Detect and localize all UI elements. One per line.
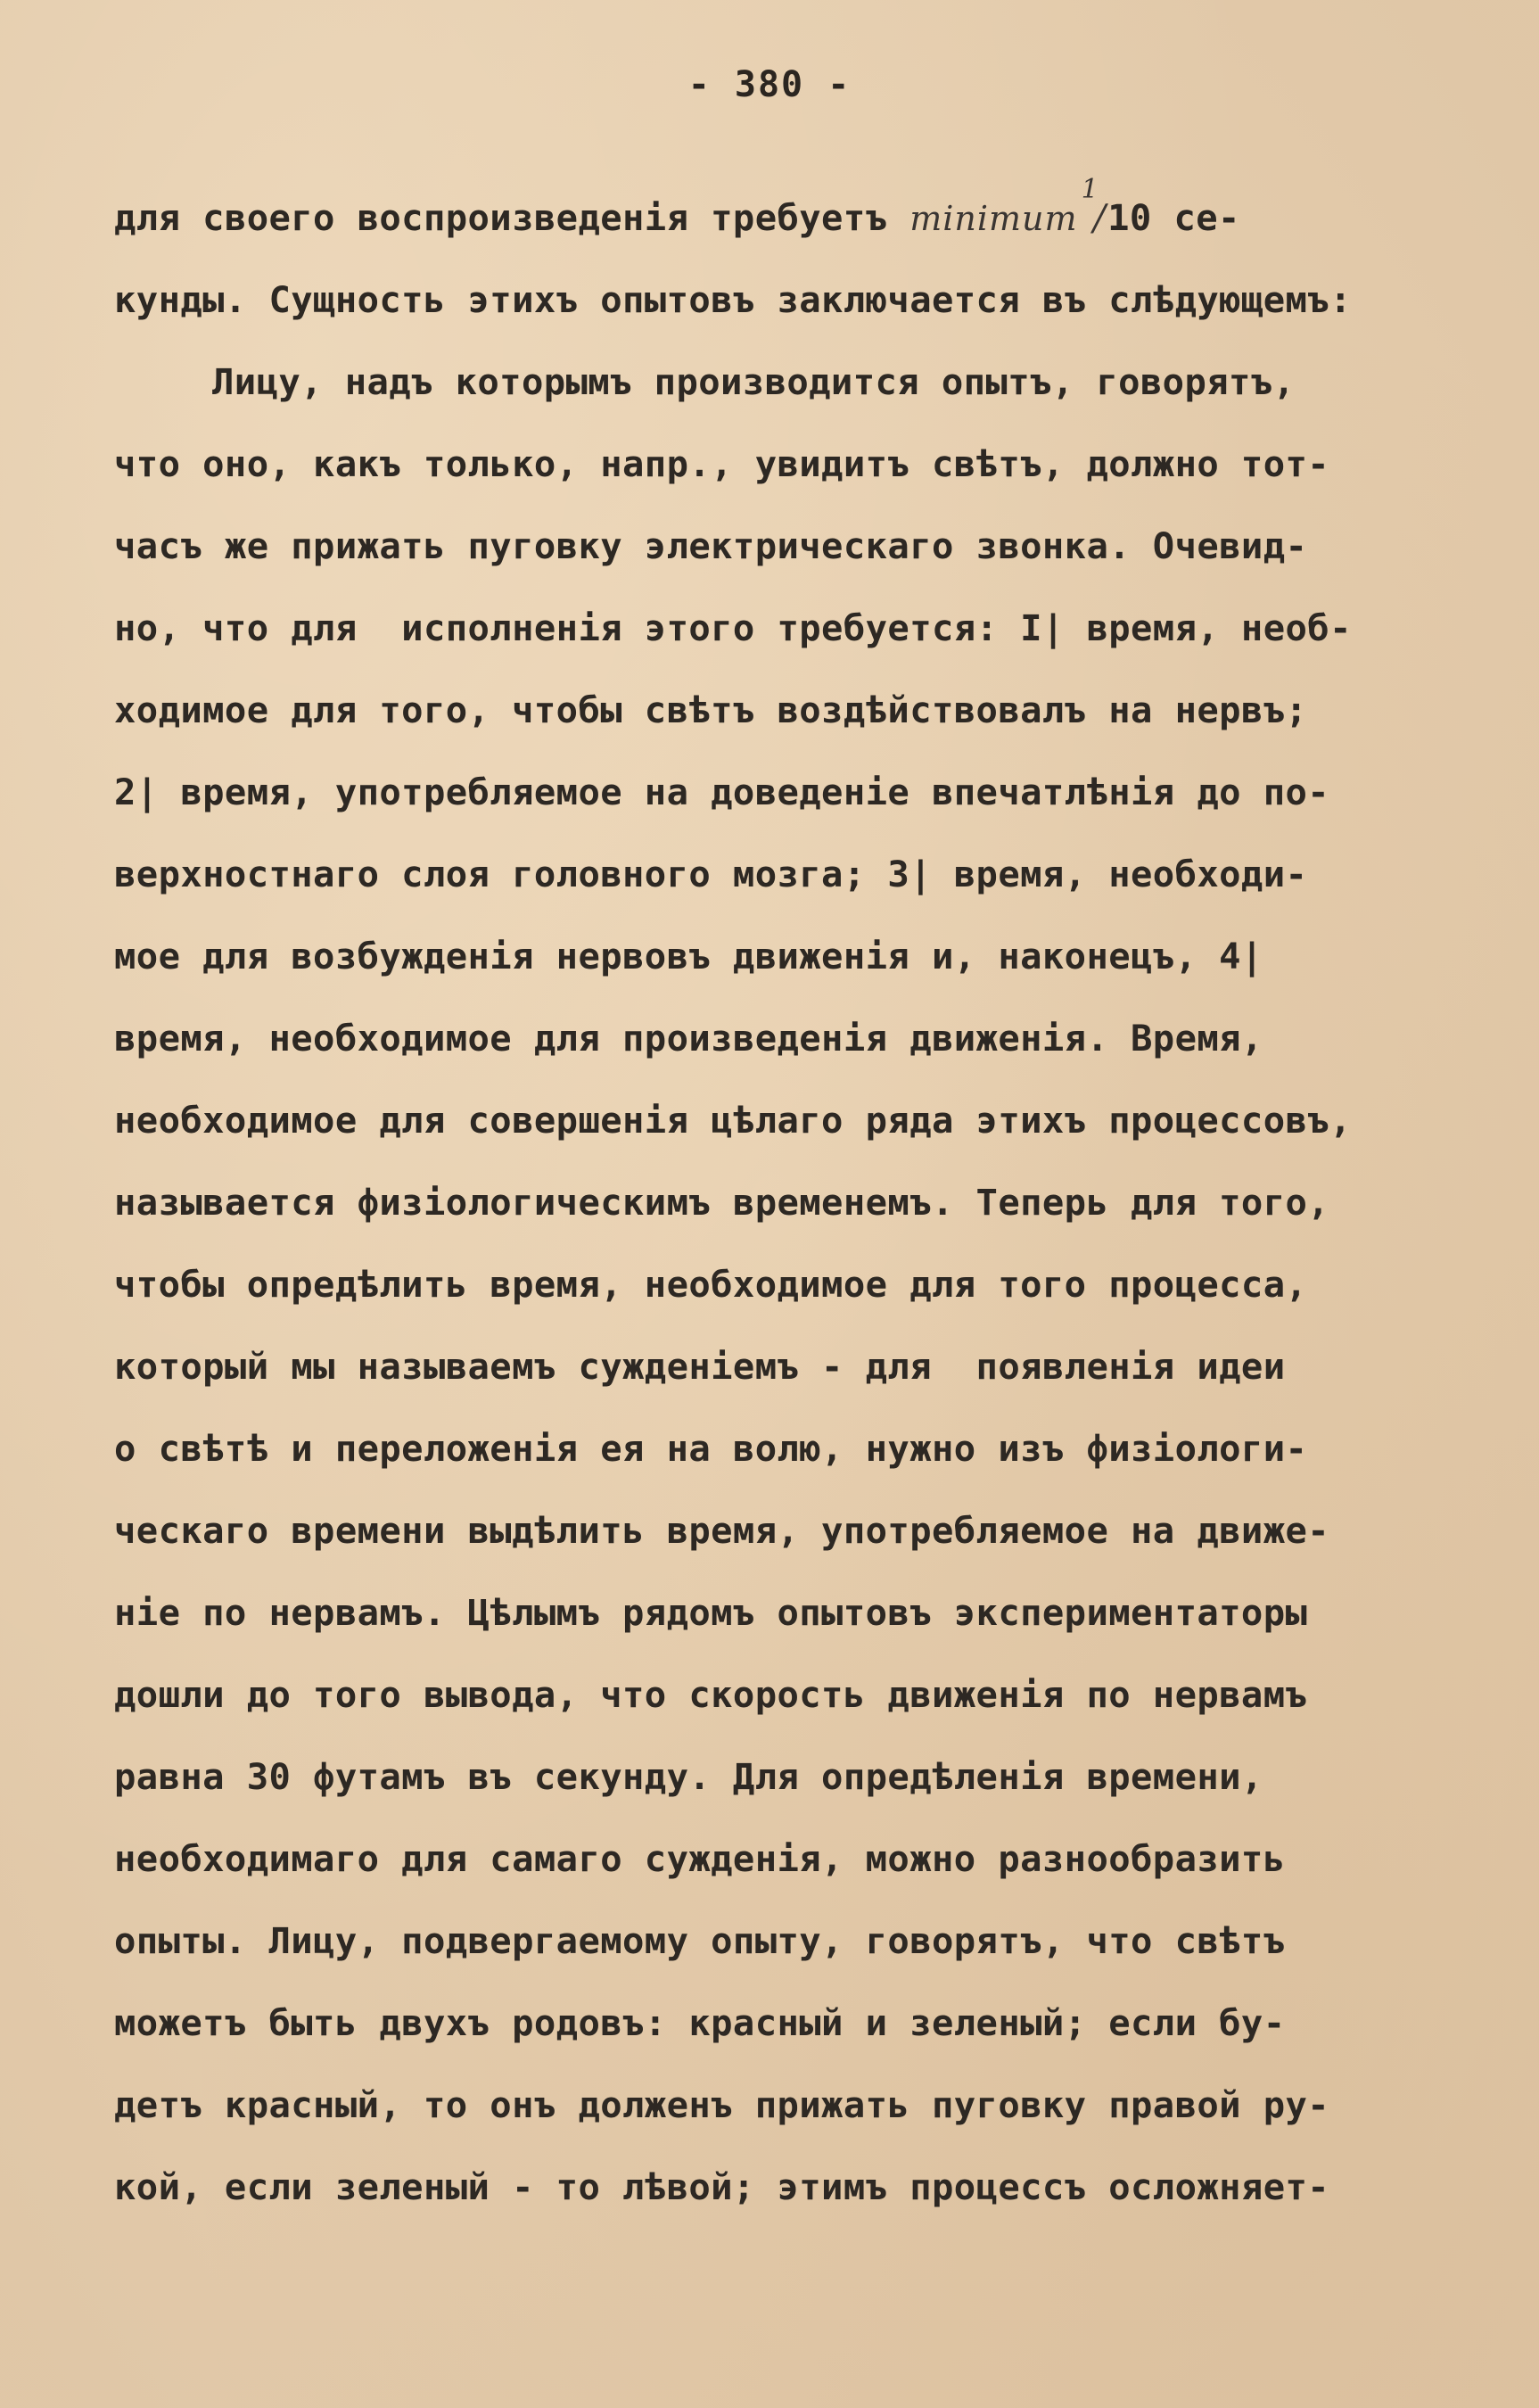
text-line: кой, если зеленый - то лѣвой; этимъ процессъ осложняет- (114, 2165, 1330, 2208)
page-number: - 380 - (687, 64, 852, 105)
text-line: необходимаго для самаго сужденія, можно разнообразить (114, 1837, 1286, 1880)
fraction-slash-glyph: / (1093, 196, 1107, 239)
text-line: равна 30 футамъ въ секунду. Для опредѣленія времени, (114, 1755, 1263, 1798)
text-line: время, необходимое для произведенія движенія. Время, (114, 1017, 1263, 1060)
text-line: дошли до того вывода, что скорость движенія по нервамъ (114, 1673, 1308, 1716)
text-line: опыты. Лицу, подвергаемому опыту, говорятъ, что свѣтъ (114, 1919, 1286, 1962)
text-line: называется физіологическимъ временемъ. Теперь для того, (114, 1181, 1330, 1224)
text-line: кунды. Сущность этихъ опытовъ заключается въ слѣдующемъ: (114, 278, 1352, 321)
text-line: о свѣтѣ и переложенія ея на волю, нужно изъ физіологи- (114, 1427, 1308, 1470)
text-line: 2| время, употребляемое на доведеніе впечатлѣнія до по- (114, 771, 1330, 813)
text-line: ніе по нервамъ. Цѣлымъ рядомъ опытовъ экспериментаторы (114, 1591, 1308, 1634)
text-line: что оно, какъ только, напр., увидитъ свѣтъ, должно тот- (114, 442, 1330, 485)
handwritten-annotation: minimum (909, 199, 1078, 238)
text-line: часъ же прижать пуговку электрическаго звонка. Очевид- (114, 524, 1308, 567)
text-line-paragraph-start: Лицу, надъ которымъ производится опытъ, говорятъ, (212, 360, 1296, 403)
body-text (114, 174, 1469, 2244)
text-line: ческаго времени выдѣлить время, употребляемое на движе- (114, 1509, 1330, 1552)
text-line: детъ красный, то онъ долженъ прижать пуговку правой ру- (114, 2083, 1330, 2126)
text-line-1-start: для своего воспроизведенія требуетъ (114, 196, 910, 239)
text-line: ходимое для того, чтобы свѣтъ воздѣйствовалъ на нервъ; (114, 689, 1308, 731)
text-line: необходимое для совершенія цѣлаго ряда этихъ процессовъ, (114, 1099, 1352, 1142)
handwritten-fraction-numerator: 1 (1081, 174, 1099, 205)
text-line: который мы называемъ сужденіемъ - для появленія идеи (114, 1345, 1286, 1388)
text-line: верхностнаго слоя головного мозга; 3| время, необходи- (114, 853, 1308, 895)
text-line-1-end: 10 се- (1107, 196, 1240, 239)
text-line: чтобы опредѣлить время, необходимое для того процесса, (114, 1263, 1308, 1306)
text-line: но, что для исполненія этого требуется: I| время, необ- (114, 606, 1352, 649)
text-line-1 (114, 174, 1469, 275)
text-line: мое для возбужденія нервовъ движенія и, наконецъ, 4| (114, 935, 1263, 977)
text-line: можетъ быть двухъ родовъ: красный и зеленый; если бу- (114, 2001, 1286, 2044)
